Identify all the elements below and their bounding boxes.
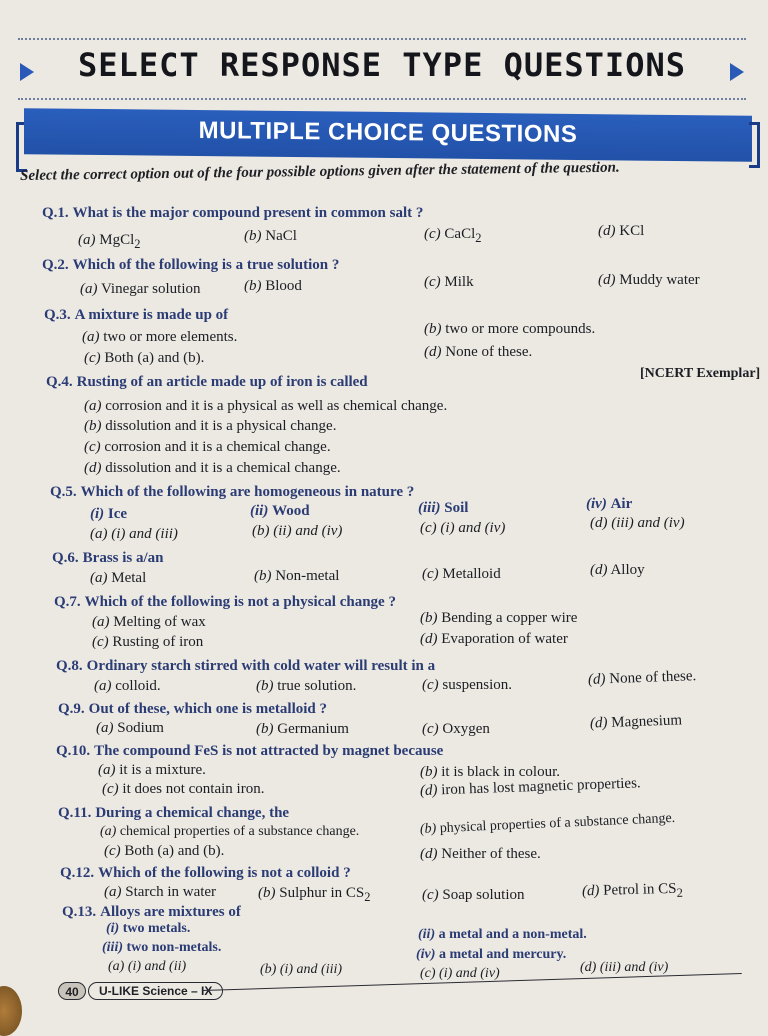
option-d: (d) Muddy water bbox=[598, 272, 700, 288]
question-10: Q.10. The compound FeS is not attracted by magnet because bbox=[56, 743, 444, 759]
question-9: Q.9. Out of these, which one is metalloid ? bbox=[58, 701, 328, 717]
option-c: (c) Oxygen bbox=[422, 721, 490, 737]
reference-tag: [NCERT Exemplar] bbox=[640, 366, 761, 381]
option-c: (c) it does not contain iron. bbox=[102, 781, 265, 797]
book-title: U-LIKE Science – IX bbox=[88, 982, 223, 1000]
option-a: (a) it is a mixture. bbox=[98, 762, 206, 778]
question-text: What is the major compound present in common salt ? bbox=[72, 205, 424, 221]
option-b: (b) (ii) and (iv) bbox=[252, 523, 343, 539]
option-a: (a) chemical properties of a substance change. bbox=[100, 824, 360, 839]
bracket-decoration bbox=[749, 122, 760, 168]
item-iii: (iii) two non-metals. bbox=[102, 940, 222, 955]
option-c: (c) (i) and (iv) bbox=[420, 966, 500, 981]
question-7: Q.7. Which of the following is not a physical change ? bbox=[54, 594, 396, 610]
option-a: (a) corrosion and it is a physical as well as chemical change. bbox=[84, 398, 448, 414]
option-b: (b) physical properties of a substance change. bbox=[419, 810, 676, 837]
item-ii: (ii) Wood bbox=[250, 503, 310, 519]
page-footer bbox=[52, 978, 752, 1002]
option-d: (d) Alloy bbox=[590, 562, 645, 578]
page-number: 40 bbox=[58, 982, 86, 1000]
question-11: Q.11. During a chemical change, the bbox=[58, 805, 290, 821]
option-a: (a) two or more elements. bbox=[82, 329, 238, 345]
option-b: (b) (i) and (iii) bbox=[260, 962, 343, 977]
option-c: (c) suspension. bbox=[422, 677, 512, 693]
option-a: (a) colloid. bbox=[94, 678, 161, 694]
item-i: (i) Ice bbox=[90, 506, 128, 522]
option-d: (d) None of these. bbox=[424, 344, 533, 360]
option-b: (b) it is black in colour. bbox=[420, 764, 560, 780]
option-d: (d) Petrol in $CS_2$ bbox=[581, 880, 684, 900]
option-a: (a) (i) and (iii) bbox=[90, 526, 178, 542]
banner-title: SELECT RESPONSE TYPE QUESTIONS bbox=[78, 46, 686, 84]
item-iv: (iv) Air bbox=[586, 496, 633, 512]
option-d: (d) dissolution and it is a chemical change. bbox=[84, 460, 341, 476]
instruction-text: Select the correct option out of the four possible options given after the statement of the question. bbox=[20, 159, 620, 184]
option-c: (c) Both (a) and (b). bbox=[104, 843, 225, 859]
option-c: (c) Both (a) and (b). bbox=[84, 350, 205, 366]
option-d: (d) Magnesium bbox=[589, 712, 683, 732]
option-d: (d) KCl bbox=[598, 223, 645, 239]
option-c: (c) Rusting of iron bbox=[92, 634, 204, 650]
option-b: (b) two or more compounds. bbox=[424, 321, 596, 337]
thumb-shadow bbox=[0, 986, 22, 1036]
question-1 bbox=[42, 204, 423, 222]
option-b: (b) Blood bbox=[244, 278, 302, 294]
option-c: (c) corrosion and it is a chemical change. bbox=[84, 439, 331, 455]
question-number: Q.1. bbox=[42, 205, 69, 221]
option-d: (d) None of these. bbox=[587, 668, 697, 688]
option-c: (c) Soap solution bbox=[422, 887, 525, 903]
question-2: Q.2. Which of the following is a true solution ? bbox=[42, 257, 340, 273]
section-title: MULTIPLE CHOICE QUESTIONS bbox=[198, 117, 578, 148]
item-iv: (iv) a metal and mercury. bbox=[416, 947, 567, 962]
question-13: Q.13. Alloys are mixtures of bbox=[62, 904, 241, 920]
question-5: Q.5. Which of the following are homogeneous in nature ? bbox=[50, 484, 415, 500]
option-d: (d) (iii) and (iv) bbox=[580, 960, 669, 975]
option-b: (b) dissolution and it is a physical change. bbox=[84, 418, 337, 434]
option-a: (a) (i) and (ii) bbox=[108, 959, 187, 974]
option-c: (c) (i) and (iv) bbox=[420, 520, 506, 536]
option-a: (a) MgCl$_2$ bbox=[78, 232, 141, 251]
option-b: (b) Bending a copper wire bbox=[420, 610, 578, 626]
option-a: (a) Starch in water bbox=[104, 884, 217, 900]
arrow-right-icon bbox=[730, 63, 744, 81]
question-12: Q.12. Which of the following is not a colloid ? bbox=[60, 865, 351, 881]
option-b: (b) NaCl bbox=[244, 228, 297, 244]
item-i: (i) two metals. bbox=[106, 921, 191, 936]
option-c: (c) Metalloid bbox=[422, 566, 501, 582]
option-b: (b) true solution. bbox=[256, 678, 357, 694]
option-b: (b) Sulphur in $CS_2$ bbox=[258, 885, 371, 904]
option-a: (a) Melting of wax bbox=[92, 614, 206, 630]
option-c: (c) Milk bbox=[424, 274, 474, 290]
section-header bbox=[24, 108, 752, 162]
item-ii: (ii) a metal and a non-metal. bbox=[418, 927, 587, 942]
option-a: (a) Vinegar solution bbox=[80, 281, 201, 297]
question-4: Q.4. Rusting of an article made up of iron is called bbox=[46, 374, 368, 390]
option-d: (d) Evaporation of water bbox=[420, 631, 568, 647]
item-iii: (iii) Soil bbox=[418, 500, 469, 516]
question-8: Q.8. Ordinary starch stirred with cold water will result in a bbox=[56, 658, 436, 674]
section-banner bbox=[18, 38, 746, 100]
question-3: Q.3. A mixture is made up of bbox=[44, 307, 229, 323]
option-d: (d) iron has lost magnetic properties. bbox=[419, 775, 641, 799]
option-b: (b) Germanium bbox=[256, 721, 349, 737]
option-d: (d) Neither of these. bbox=[420, 846, 541, 862]
option-a: (a) Metal bbox=[90, 570, 147, 586]
option-b: (b) Non-metal bbox=[254, 568, 340, 584]
option-a: (a) Sodium bbox=[96, 720, 164, 736]
option-d: (d) (iii) and (iv) bbox=[590, 515, 685, 531]
option-c: (c) CaCl$_2$ bbox=[424, 226, 482, 245]
question-6: Q.6. Brass is a/an bbox=[52, 550, 164, 566]
